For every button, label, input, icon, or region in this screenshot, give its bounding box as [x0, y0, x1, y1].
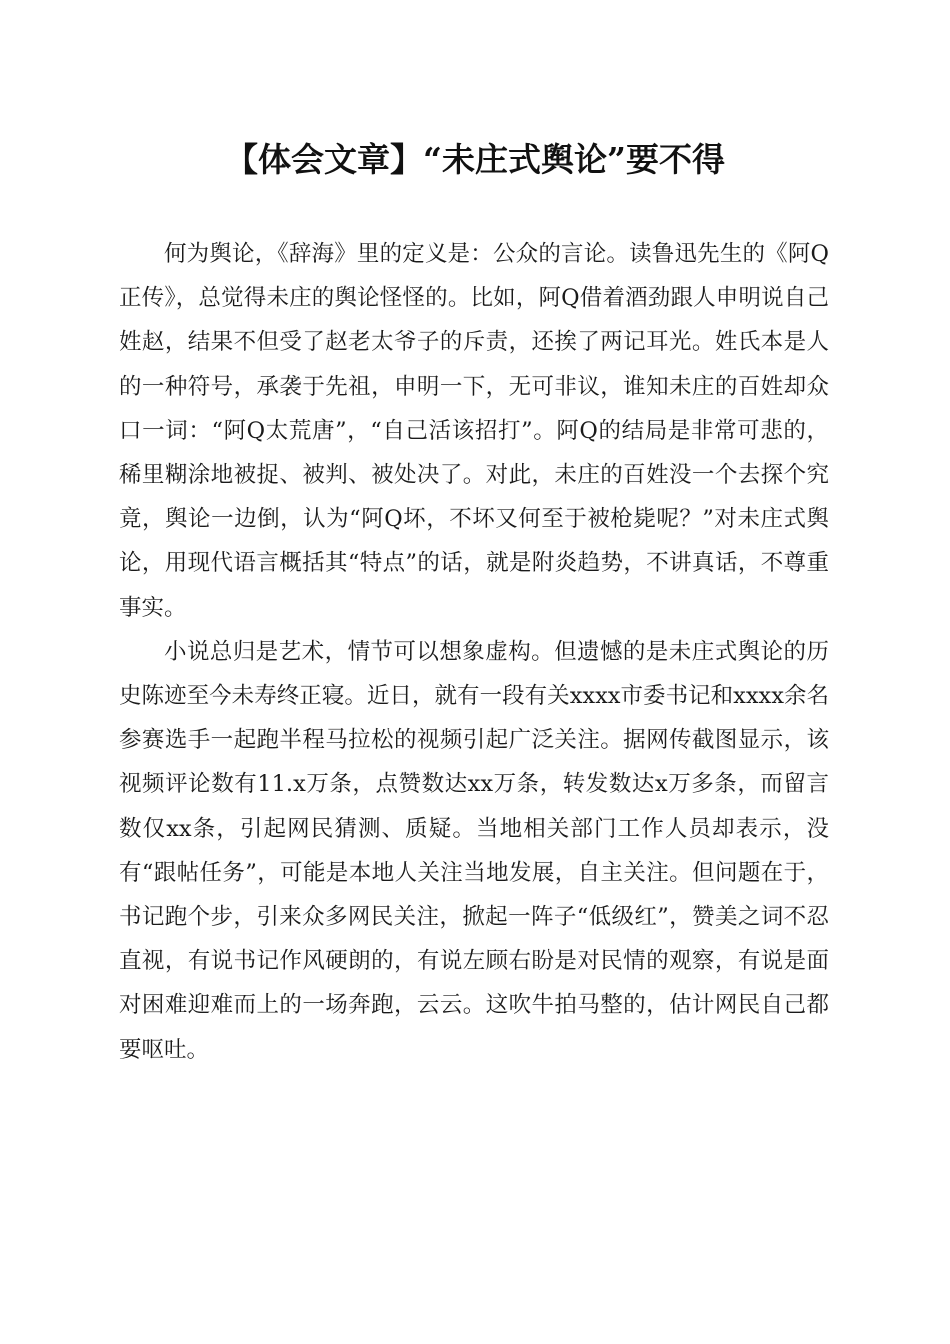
document-title: 【体会文章】“未庄式舆论”要不得: [225, 140, 725, 179]
document-body: [119, 232, 829, 1072]
paragraph-1: 何为舆论，《辞海》里的定义是：公众的言论。读鲁迅先生的《阿Q正传》，总觉得未庄的舆论怪怪的。比如，阿Q借着酒劲跟人申明说自己姓赵，结果不但受了赵老太爷子的斥责，还挨了两记耳光。姓氏本是人的一种符号，承袭于先祖，申明一下，无可非议，谁知未庄的百姓却众口一词：“阿Q太荒唐”，“自己活该招打”。阿Q的结局是非常可悲的，稀里糊涂地被捉、被判、被处决了。对此，未庄的百姓没一个去探个究竟，舆论一边倒，认为“阿Q坏，不坏又何至于被枪毙呢？”对未庄式舆论，用现代语言概括其“特点”的话，就是附炎趋势，不讲真话，不尊重事实。: [119, 241, 829, 621]
paragraph-2: 小说总归是艺术，情节可以想象虚构。但遗憾的是未庄式舆论的历史陈迹至今未寿终正寝。近日，就有一段有关xxxx市委书记和xxxx余名参赛选手一起跑半程马拉松的视频引起广泛关注。据网传截图显示，该视频评论数有11.x万条，点赞数达xx万条，转发数达x万多条，而留言数仅xx条，引起网民猜测、质疑。当地相关部门工作人员却表示，没有“跟帖任务”，可能是本地人关注当地发展，自主关注。但问题在于，书记跑个步，引来众多网民关注，掀起一阵子“低级红”，赞美之词不忍直视，有说书记作风硬朗的，有说左顾右盼是对民情的观察，有说是面对困难迎难而上的一场奔跑，云云。这吹牛拍马整的，估计网民自己都要呕吐。: [119, 638, 829, 1063]
